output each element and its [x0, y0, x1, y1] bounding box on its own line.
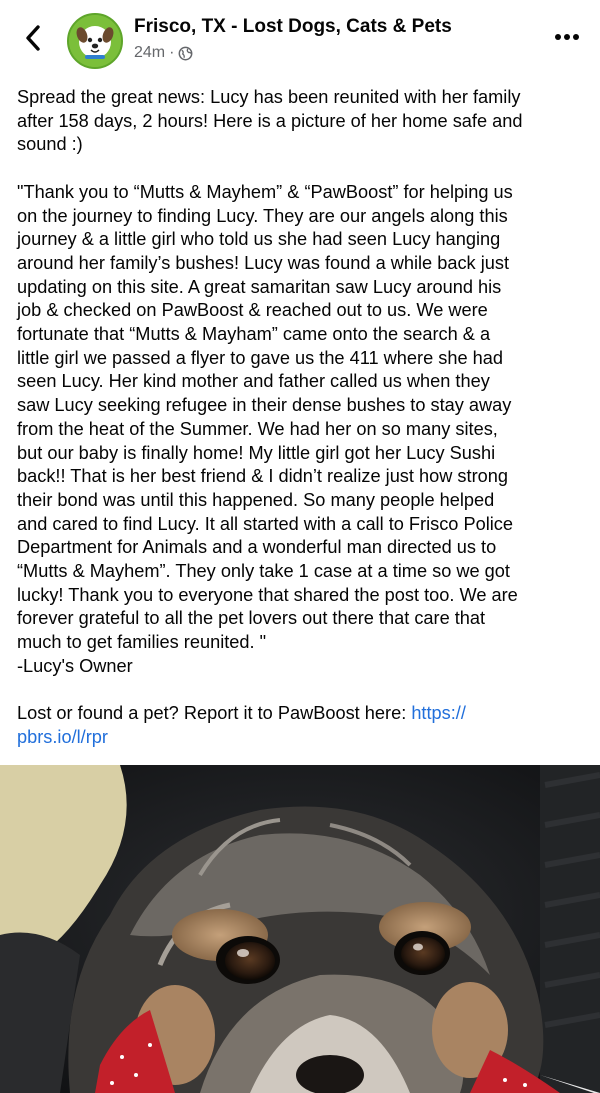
post-meta — [134, 44, 193, 62]
more-dots-icon — [554, 33, 580, 41]
globe-icon — [178, 46, 193, 61]
meta-separator: · — [169, 44, 175, 61]
chevron-left-icon — [24, 24, 42, 52]
post-photo[interactable] — [0, 765, 600, 1093]
post-body — [17, 86, 587, 750]
post-paragraph-intro: Spread the great news: Lucy has been reunited with her family after 158 days, 2 hours! Here is a picture of her home safe and sound :) — [17, 87, 523, 155]
back-button[interactable] — [20, 22, 46, 54]
report-text: Lost or found a pet? Report it to PawBoost here: — [17, 703, 412, 724]
group-avatar[interactable] — [67, 13, 123, 69]
link-text-part1[interactable]: https:// — [411, 703, 466, 724]
post-paragraph-report — [17, 702, 587, 749]
more-options-button[interactable] — [552, 26, 582, 48]
dog-photo — [0, 765, 600, 1093]
post-paragraph-quote: "Thank you to “Mutts & Mayhem” & “PawBoost” for helping us on the journey to finding Lucy. They are our angels along this journey & a little girl who told us she had seen Lucy hanging around her family’s bushes! Lucy was found a while back just updating on this site. A great samaritan saw Lucy around his job & checked on PawBoost & reached out to us. We were fortunate that “Mutts & Mayham” came onto the search & a little girl we passed a flyer to gave us the 411 where she had seen Lucy. Her kind mother and father called us when they saw Lucy seeking refugee in their dense bushes to stay away from the heat of the Summer. We had her on so many sites, but our baby is finally home! My little girl got her Lucy Sushi back!! That is her best friend & I didn’t realize just how strong their bond was until this happened. So many people helped and cared to find Lucy. It all started with a call to Frisco Police Department for Animals and a wonderful man directed us to “Mutts & Mayhem”. They only take 1 case at a time so we got lucky! Thank you to everyone that shared the post too. We are forever grateful to all the pet lovers out there that care that much to get families reunited. " -Lucy's Owner — [17, 181, 518, 676]
post-header — [0, 0, 600, 78]
post-time[interactable]: 24m — [134, 44, 166, 61]
group-name[interactable]: Frisco, TX - Lost Dogs, Cats & Pets — [134, 16, 452, 37]
dog-logo-icon — [69, 15, 121, 67]
link-text-part2[interactable]: pbrs.io/l/rpr — [17, 726, 108, 747]
